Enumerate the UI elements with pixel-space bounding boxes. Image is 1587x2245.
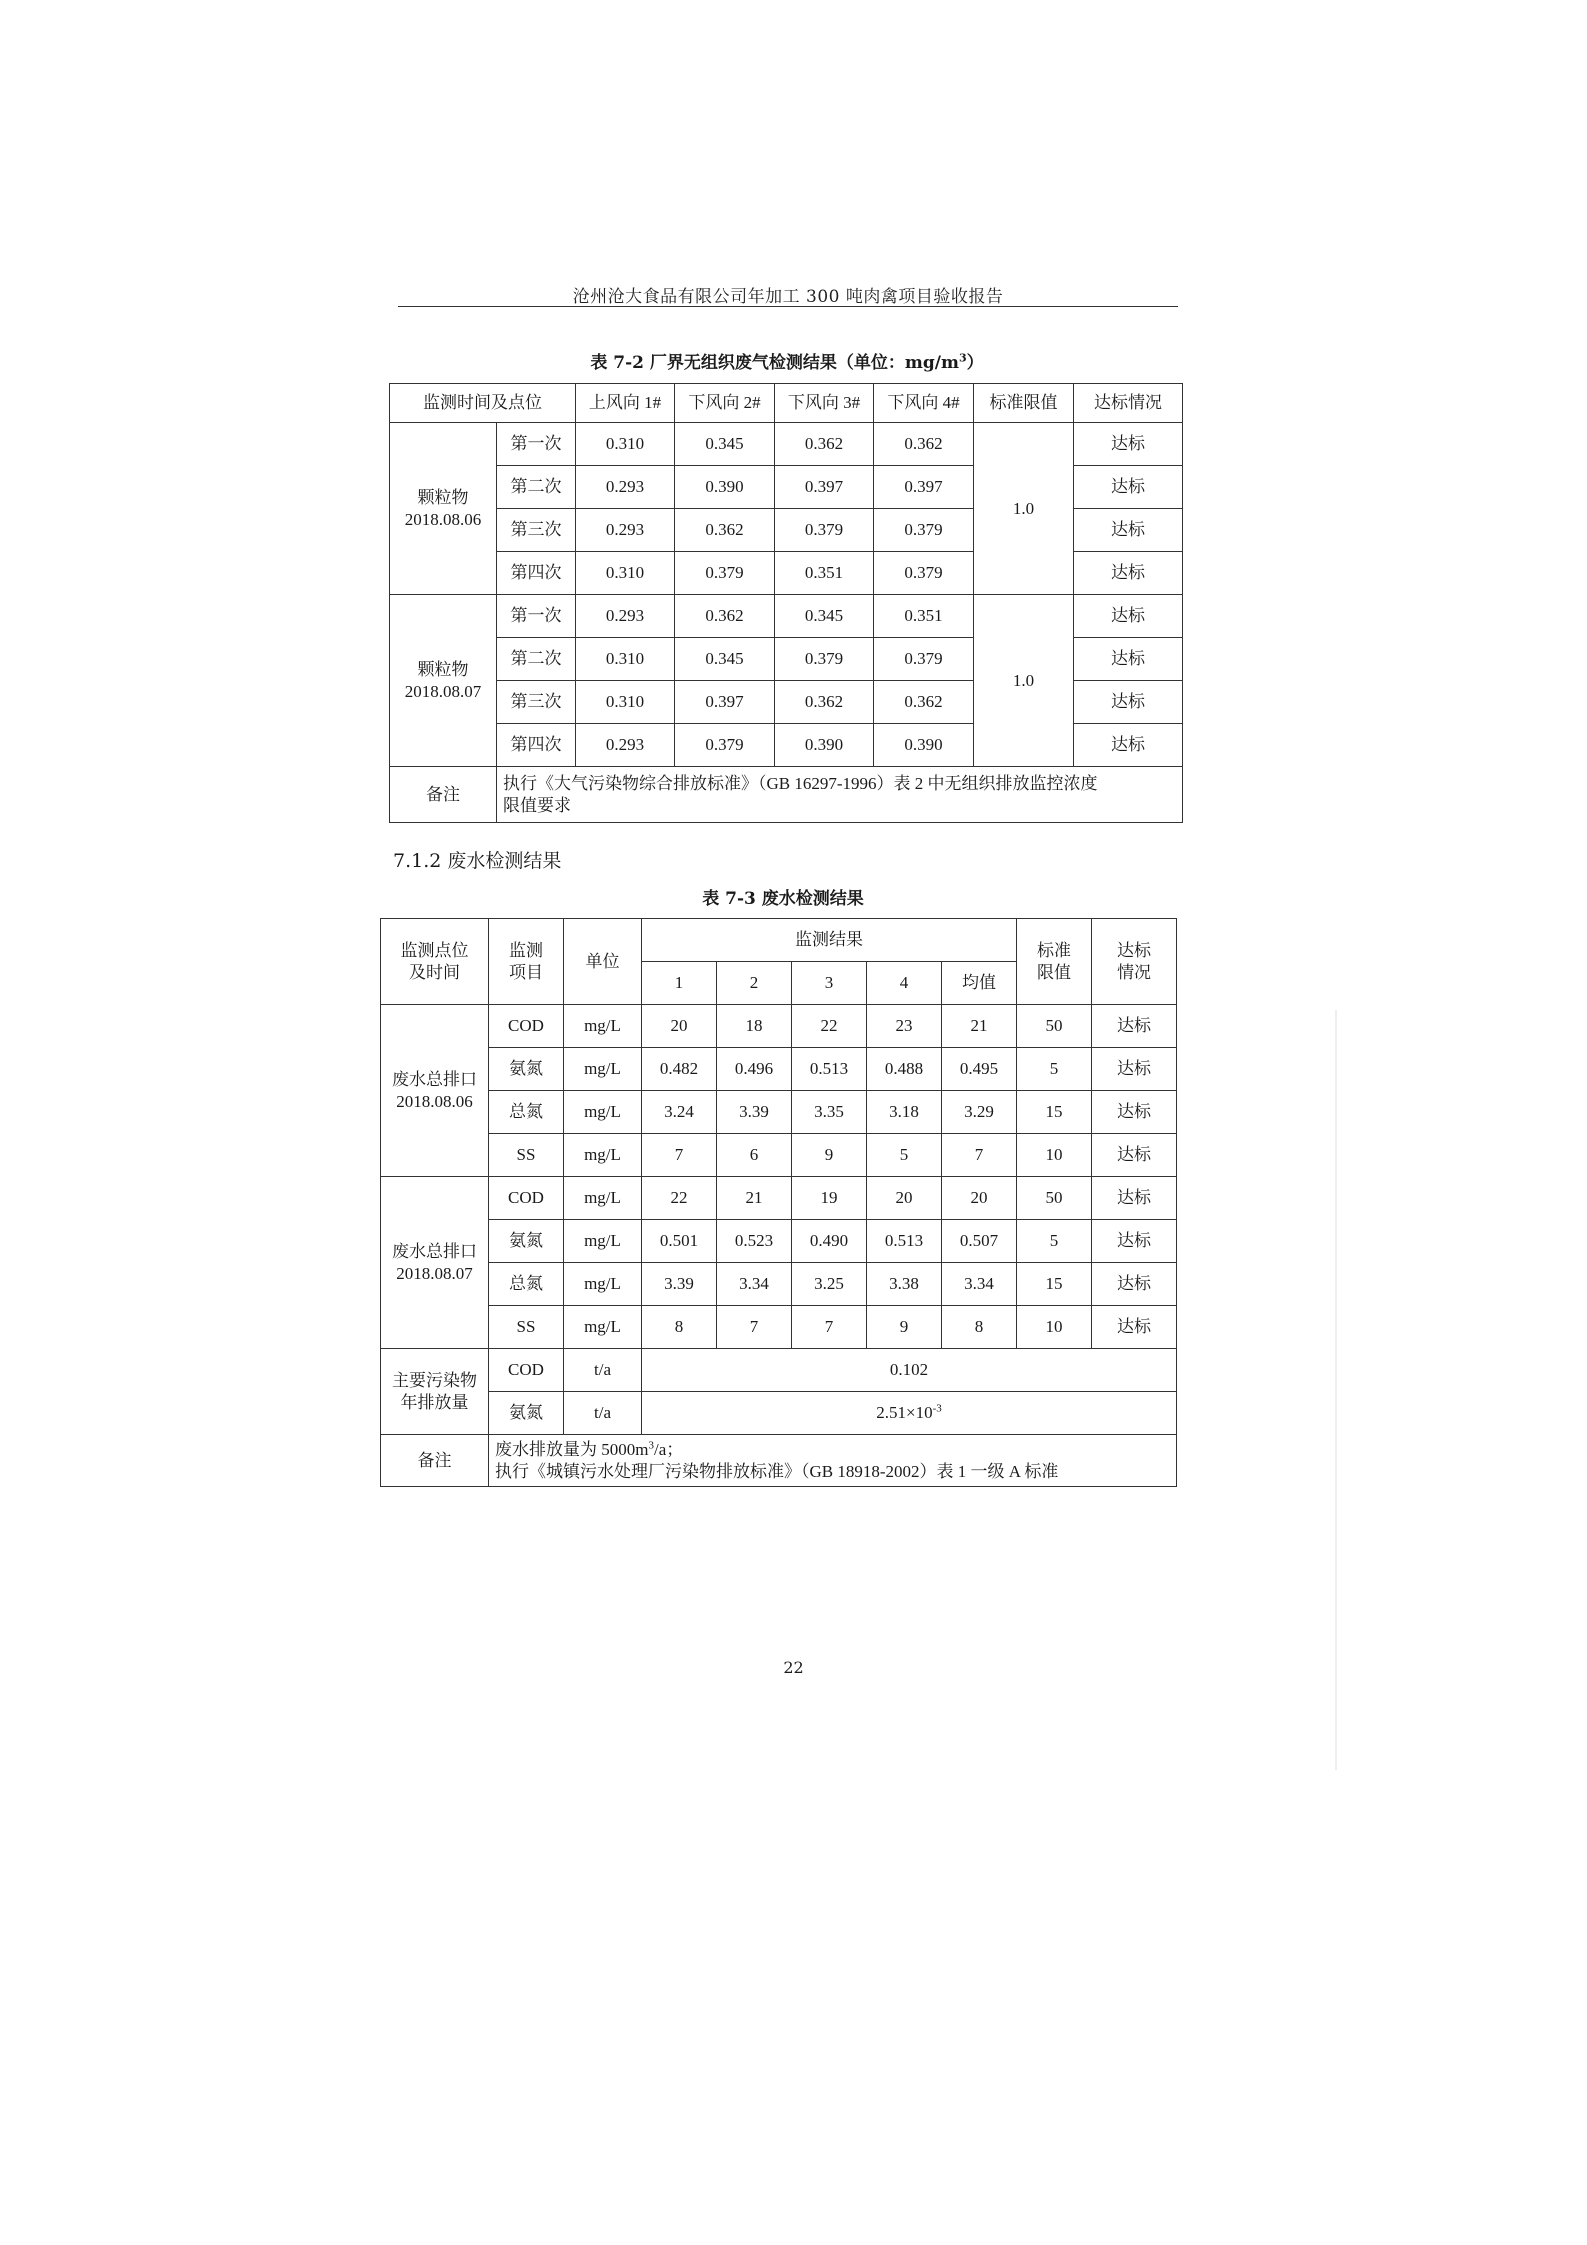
status-cell: 达标 — [1092, 1177, 1177, 1220]
note-line: 执行《城镇污水处理厂污染物排放标准》（GB 18918-2002）表 1 一级 A 标准 — [495, 1461, 1059, 1481]
note-text: /a； — [653, 1439, 684, 1459]
group-label-cell — [381, 1177, 489, 1349]
header-cell — [1017, 919, 1092, 1005]
limit-cell: 15 — [1017, 1091, 1092, 1134]
value-cell: 0.397 — [874, 466, 974, 509]
item-cell: 总氮 — [489, 1091, 564, 1134]
value-cell: 0.513 — [792, 1048, 867, 1091]
item-cell: 氨氮 — [489, 1048, 564, 1091]
header-line: 监测 — [509, 940, 543, 960]
group-label-cell — [390, 595, 497, 767]
note-superscript: 3 — [648, 1438, 654, 1451]
item-cell: SS — [489, 1134, 564, 1177]
value-cell: 0.495 — [942, 1048, 1017, 1091]
note-cell — [497, 767, 1183, 823]
header-cell: 均值 — [942, 962, 1017, 1005]
value-cell: 0.310 — [576, 552, 675, 595]
value-cell: 22 — [792, 1005, 867, 1048]
page-number: 22 — [783, 1658, 804, 1677]
table-header-row — [390, 384, 1183, 423]
value-cell: 0.482 — [642, 1048, 717, 1091]
header-cell: 上风向 1# — [576, 384, 675, 423]
value-cell: 22 — [642, 1177, 717, 1220]
value-cell: 23 — [867, 1005, 942, 1048]
value-cell: 20 — [642, 1005, 717, 1048]
value-cell: 6 — [717, 1134, 792, 1177]
value-cell: 3.29 — [942, 1091, 1017, 1134]
value-cell: 0.397 — [675, 681, 775, 724]
table-row — [381, 1177, 1177, 1220]
header-cell: 下风向 3# — [775, 384, 874, 423]
note-line — [495, 1439, 1176, 1461]
value-cell: 3.38 — [867, 1263, 942, 1306]
unit-cell: mg/L — [564, 1048, 642, 1091]
limit-cell: 50 — [1017, 1177, 1092, 1220]
group-date: 2018.08.07 — [396, 1263, 473, 1283]
value-cell: 3.18 — [867, 1091, 942, 1134]
status-cell: 达标 — [1074, 595, 1183, 638]
value-cell: 0.390 — [775, 724, 874, 767]
item-cell: 氨氮 — [489, 1220, 564, 1263]
value-cell: 21 — [942, 1005, 1017, 1048]
value-cell: 0.390 — [675, 466, 775, 509]
status-cell: 达标 — [1074, 423, 1183, 466]
group-date: 2018.08.07 — [404, 681, 482, 701]
header-cell — [381, 919, 489, 1005]
note-cell — [489, 1435, 1177, 1487]
value-cell: 0.379 — [775, 509, 874, 552]
value-cell: 0.496 — [717, 1048, 792, 1091]
status-cell: 达标 — [1092, 1306, 1177, 1349]
header-line: 项目 — [509, 962, 543, 982]
item-cell: COD — [489, 1349, 564, 1392]
header-divider — [398, 306, 1178, 307]
value-cell: 0.379 — [874, 509, 974, 552]
value-cell: 3.34 — [717, 1263, 792, 1306]
group-label: 废水总排口 — [392, 1241, 477, 1261]
header-cell: 单位 — [564, 919, 642, 1005]
note-label-cell: 备注 — [390, 767, 497, 823]
value-cell: 0.379 — [675, 552, 775, 595]
table-row — [390, 423, 1183, 466]
value-cell: 0.513 — [867, 1220, 942, 1263]
value-cell: 7 — [942, 1134, 1017, 1177]
value-cell: 0.379 — [874, 638, 974, 681]
header-cell: 标准限值 — [974, 384, 1074, 423]
time-cell: 第一次 — [497, 595, 576, 638]
value-cell: 0.345 — [775, 595, 874, 638]
value-cell: 0.345 — [675, 423, 775, 466]
unit-cell: mg/L — [564, 1134, 642, 1177]
value-cell: 18 — [717, 1005, 792, 1048]
limit-cell: 5 — [1017, 1220, 1092, 1263]
annual-label-line: 年排放量 — [400, 1392, 469, 1412]
table-header-row — [381, 919, 1177, 962]
table-row — [381, 1263, 1177, 1306]
table-row — [381, 1134, 1177, 1177]
time-cell: 第二次 — [497, 466, 576, 509]
caption-superscript: 3 — [958, 351, 967, 365]
header-cell: 4 — [867, 962, 942, 1005]
note-line: 执行《大气污染物综合排放标准》（GB 16297-1996）表 2 中无组织排放监控浓度 — [503, 773, 1098, 793]
value-cell: 0.362 — [675, 509, 775, 552]
item-cell: 总氮 — [489, 1263, 564, 1306]
value-cell: 5 — [867, 1134, 942, 1177]
caption-text: 表 7-2 厂界无组织废气检测结果（单位：mg/m — [590, 353, 959, 373]
value-cell: 7 — [792, 1306, 867, 1349]
unit-cell: mg/L — [564, 1005, 642, 1048]
value-cell: 0.345 — [675, 638, 775, 681]
header-cell: 2 — [717, 962, 792, 1005]
header-cell: 监测时间及点位 — [390, 384, 576, 423]
value-cell: 0.362 — [775, 681, 874, 724]
time-cell: 第四次 — [497, 552, 576, 595]
header-cell: 3 — [792, 962, 867, 1005]
table-7-3 — [380, 918, 1177, 1487]
value-cell: 9 — [867, 1306, 942, 1349]
value-cell: 0.488 — [867, 1048, 942, 1091]
value-cell: 0.362 — [874, 423, 974, 466]
annual-label-cell — [381, 1349, 489, 1435]
annual-value-exponent: -3 — [932, 1402, 942, 1415]
annual-label-line: 主要污染物 — [392, 1370, 477, 1390]
note-label-cell: 备注 — [381, 1435, 489, 1487]
item-cell: SS — [489, 1306, 564, 1349]
unit-cell: t/a — [564, 1349, 642, 1392]
value-cell: 7 — [717, 1306, 792, 1349]
value-cell: 7 — [642, 1134, 717, 1177]
item-cell: 氨氮 — [489, 1392, 564, 1435]
time-cell: 第三次 — [497, 509, 576, 552]
limit-cell: 15 — [1017, 1263, 1092, 1306]
status-cell: 达标 — [1074, 552, 1183, 595]
value-cell: 0.390 — [874, 724, 974, 767]
document-header: 沧州沧大食品有限公司年加工 300 吨肉禽项目验收报告 — [572, 287, 1004, 307]
value-cell: 0.379 — [675, 724, 775, 767]
value-cell: 3.25 — [792, 1263, 867, 1306]
header-cell — [489, 919, 564, 1005]
value-cell: 0.310 — [576, 638, 675, 681]
unit-cell: mg/L — [564, 1091, 642, 1134]
annual-row — [381, 1392, 1177, 1435]
value-cell: 0.362 — [874, 681, 974, 724]
value-cell: 0.523 — [717, 1220, 792, 1263]
unit-cell: t/a — [564, 1392, 642, 1435]
annual-value-cell — [642, 1392, 1177, 1435]
value-cell: 0.351 — [775, 552, 874, 595]
note-line: 限值要求 — [503, 795, 571, 815]
value-cell: 21 — [717, 1177, 792, 1220]
value-cell: 0.310 — [576, 423, 675, 466]
table-row — [381, 1306, 1177, 1349]
annual-row — [381, 1349, 1177, 1392]
time-cell: 第四次 — [497, 724, 576, 767]
status-cell: 达标 — [1092, 1091, 1177, 1134]
value-cell: 20 — [867, 1177, 942, 1220]
header-line: 达标 — [1117, 940, 1152, 960]
header-cell: 1 — [642, 962, 717, 1005]
header-cell: 监测结果 — [642, 919, 1017, 962]
group-label-cell — [381, 1005, 489, 1177]
value-cell: 19 — [792, 1177, 867, 1220]
group-label: 废水总排口 — [392, 1069, 477, 1089]
group-label-cell — [390, 423, 497, 595]
status-cell: 达标 — [1092, 1134, 1177, 1177]
time-cell: 第三次 — [497, 681, 576, 724]
limit-cell: 50 — [1017, 1005, 1092, 1048]
value-cell: 0.501 — [642, 1220, 717, 1263]
table-row — [381, 1220, 1177, 1263]
status-cell: 达标 — [1092, 1220, 1177, 1263]
value-cell: 0.293 — [576, 509, 675, 552]
status-cell: 达标 — [1074, 509, 1183, 552]
value-cell: 0.379 — [775, 638, 874, 681]
status-cell: 达标 — [1092, 1263, 1177, 1306]
value-cell: 3.39 — [717, 1091, 792, 1134]
header-line: 情况 — [1117, 962, 1152, 982]
time-cell: 第二次 — [497, 638, 576, 681]
status-cell: 达标 — [1074, 466, 1183, 509]
status-cell: 达标 — [1074, 638, 1183, 681]
value-cell: 0.379 — [874, 552, 974, 595]
status-cell: 达标 — [1074, 724, 1183, 767]
table-row — [381, 1005, 1177, 1048]
table-row — [390, 595, 1183, 638]
value-cell: 0.397 — [775, 466, 874, 509]
status-cell: 达标 — [1092, 1005, 1177, 1048]
value-cell: 0.351 — [874, 595, 974, 638]
value-cell: 0.293 — [576, 595, 675, 638]
item-cell: COD — [489, 1177, 564, 1220]
annual-value-base: 2.51×10 — [876, 1403, 933, 1422]
value-cell: 0.293 — [576, 466, 675, 509]
limit-cell: 5 — [1017, 1048, 1092, 1091]
value-cell: 0.362 — [775, 423, 874, 466]
value-cell: 8 — [942, 1306, 1017, 1349]
group-date: 2018.08.06 — [396, 1091, 473, 1111]
unit-cell: mg/L — [564, 1306, 642, 1349]
header-line: 标准 — [1037, 940, 1072, 960]
header-line: 监测点位 — [400, 940, 469, 960]
value-cell: 8 — [642, 1306, 717, 1349]
item-cell: COD — [489, 1005, 564, 1048]
value-cell: 20 — [942, 1177, 1017, 1220]
value-cell: 3.35 — [792, 1091, 867, 1134]
unit-cell: mg/L — [564, 1177, 642, 1220]
status-cell: 达标 — [1092, 1048, 1177, 1091]
table-row — [381, 1091, 1177, 1134]
note-row — [390, 767, 1183, 823]
caption-close: ） — [966, 353, 984, 373]
header-cell: 达标情况 — [1074, 384, 1183, 423]
value-cell: 3.34 — [942, 1263, 1017, 1306]
annual-value-cell: 0.102 — [642, 1349, 1177, 1392]
header-cell: 下风向 2# — [675, 384, 775, 423]
time-cell: 第一次 — [497, 423, 576, 466]
group-date: 2018.08.06 — [404, 509, 482, 529]
value-cell: 9 — [792, 1134, 867, 1177]
table-7-2-caption — [392, 348, 1182, 373]
value-cell: 0.507 — [942, 1220, 1017, 1263]
value-cell: 3.39 — [642, 1263, 717, 1306]
value-cell: 0.362 — [675, 595, 775, 638]
header-cell: 下风向 4# — [874, 384, 974, 423]
unit-cell: mg/L — [564, 1220, 642, 1263]
note-text: 废水排放量为 5000m — [495, 1439, 649, 1459]
group-label: 颗粒物 — [417, 659, 469, 679]
section-heading: 7.1.2 废水检测结果 — [393, 850, 562, 872]
limit-cell: 10 — [1017, 1134, 1092, 1177]
header-line: 及时间 — [409, 962, 460, 982]
note-row — [381, 1435, 1177, 1487]
table-row — [381, 1048, 1177, 1091]
scan-artifact-line — [1335, 1010, 1337, 1770]
unit-cell: mg/L — [564, 1263, 642, 1306]
table-7-2 — [389, 383, 1183, 823]
header-line: 限值 — [1037, 962, 1072, 982]
header-cell — [1092, 919, 1177, 1005]
limit-cell: 1.0 — [974, 595, 1074, 767]
table-7-3-caption: 表 7-3 废水检测结果 — [702, 889, 864, 909]
value-cell: 0.293 — [576, 724, 675, 767]
group-label: 颗粒物 — [417, 487, 469, 507]
limit-cell: 10 — [1017, 1306, 1092, 1349]
value-cell: 0.310 — [576, 681, 675, 724]
limit-cell: 1.0 — [974, 423, 1074, 595]
value-cell: 0.490 — [792, 1220, 867, 1263]
status-cell: 达标 — [1074, 681, 1183, 724]
value-cell: 3.24 — [642, 1091, 717, 1134]
